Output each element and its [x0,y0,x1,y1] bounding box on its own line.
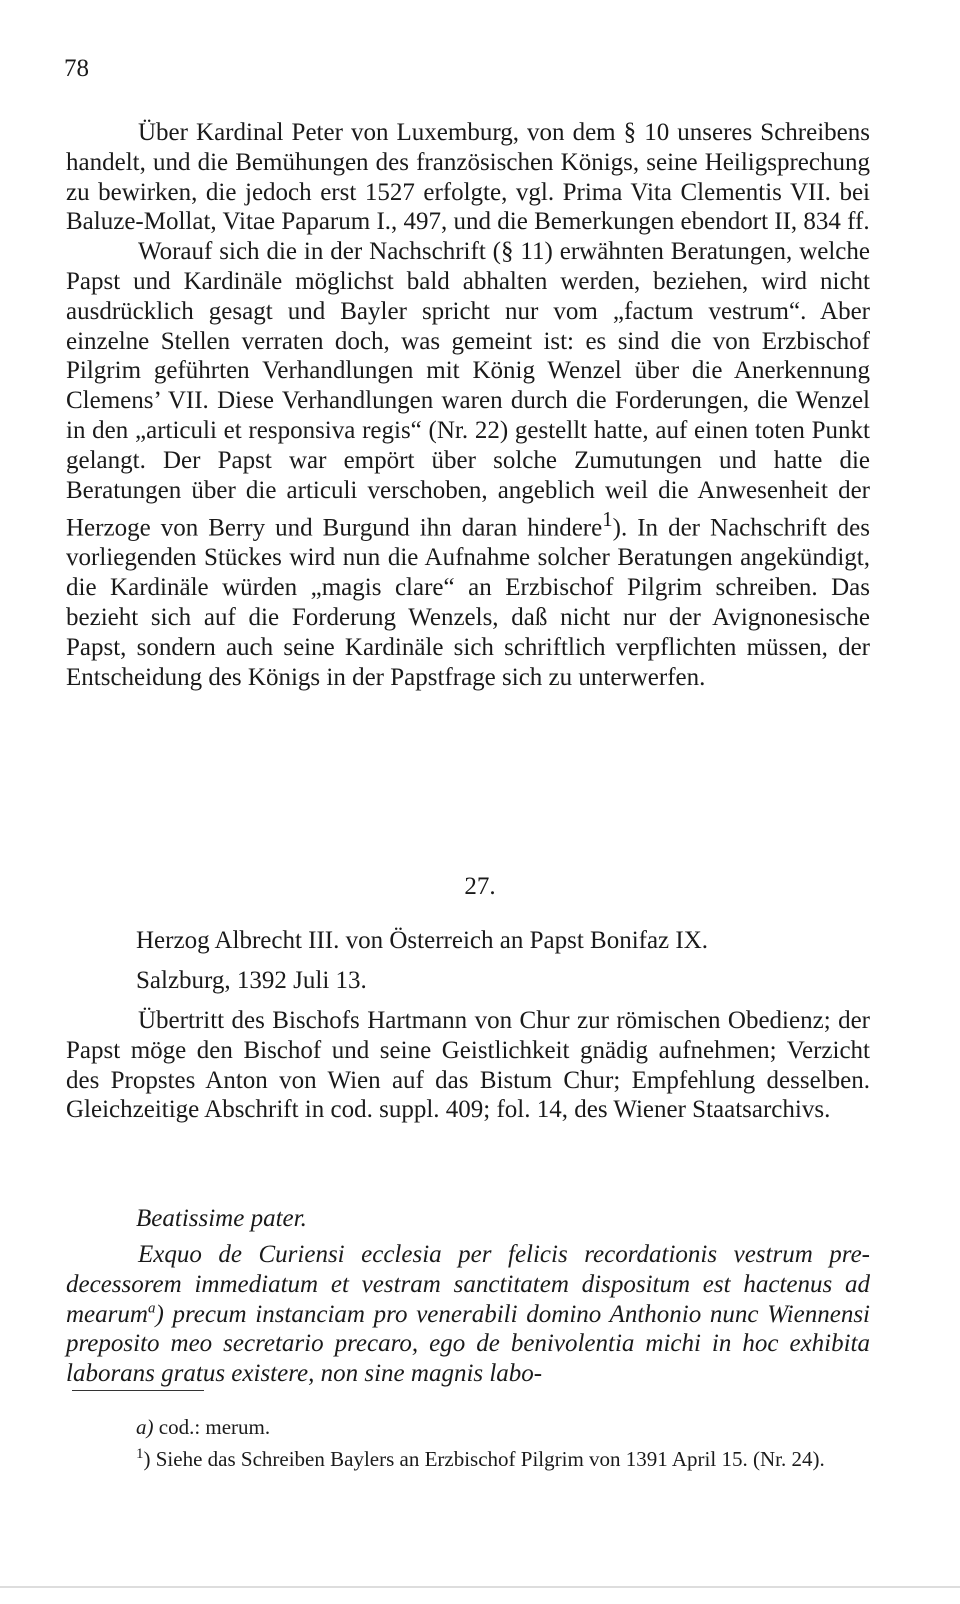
page-number: 78 [64,55,89,82]
footnote-ref-a: a [147,1300,156,1317]
footnote-1-paragraph [66,1446,870,1472]
footnote-a [66,1414,870,1440]
footnote-a-mark: a) [136,1415,154,1439]
commentary-paragraph-1: Über Kardinal Peter von Luxemburg, von dem § 10 unseres Schreibens handelt, und die Bemühungen des französischen Königs, seine Heiligsprechung zu bewirken, die jedoch erst 1527 erfolgte, vgl. Prima Vita Clementis VII. bei Baluze-Mollat, Vitae Paparum I., 497, und die Bemerkungen ebendort II, 834 ff. [66,119,870,236]
document-place-date: Salzburg, 1392 Juli 13. [136,967,367,994]
section-number: 27. [464,873,496,900]
commentary-text [66,118,870,692]
footnote-1-text: ) Siehe das Schreiben Baylers an Erzbischof Pilgrim von 1391 April 15. (Nr. 24). [143,1447,825,1471]
latin-text-continuation: ) precum instanciam pro venerabili domino Anthonio nunc Wiennensi preposito meo secretario precaro, ego de benivolentia michi in hoc exhibita laborans gratus existere, non sine magnis labo- [66,1300,870,1388]
latin-text-start: Exquo de Curiensi ecclesia per felicis recordationis vestrum predecessorem immediatum et vestram sanctitatem dispositum est hactenus ad mearum [66,1241,870,1328]
regest [66,1006,870,1125]
footnote-a-text: cod.: merum. [158,1415,271,1439]
footnote-1 [66,1446,870,1472]
footnote-ref-1: 1 [602,507,613,532]
footnote-divider [72,1390,204,1391]
salutation: Beatissime pater. [136,1205,307,1232]
latin-paragraph [66,1240,870,1389]
commentary-paragraph-2-continuation: ). In der Nachschrift des vorliegenden Stückes wird nun die Aufnahme solcher Beratungen angekündigt, die Kardinäle würden „magis clare“ an Erzbischof Pilgrim schreiben. Das bezieht sich auf die Forderung Wenzels, daß nicht nur der Avignonesische Papst, sondern auch seine Kardinäle sich schriftlich verpflichten müssen, der Entscheidung des Königs in der Papstfrage sich zu unterwerfen. [66,514,870,691]
commentary-paragraph-2 [66,237,870,692]
footnote-1-mark: 1 [136,1446,144,1462]
regest-text: Übertritt des Bischofs Hartmann von Chur zur römischen Obedienz; der Papst möge den Bischof und seine Geistlichkeit gnädig aufnehmen; Verzicht des Propstes Anton von Wien auf das Bistum Chur; Empfehlung desselben. Gleichzeitige Abschrift in cod. suppl. 409; fol. 14, des Wiener Staatsarchivs. [66,1007,870,1124]
commentary-paragraph-2-text: Worauf sich die in der Nachschrift (§ 11) erwähnten Beratungen, welche Papst und Kardinäle möglichst bald abhalten werden, beziehen, wird nicht ausdrücklich gesagt und Bayler spricht nur vom „factum vestrum“. Aber einzelne Stellen verraten doch, was gemeint ist: es sind die von Erzbischof Pilgrim geführten Verhandlungen mit König Wenzel über die Anerkennung Clemens’ VII. Diese Verhandlungen waren durch die Forderungen, die Wenzel in den „articuli et responsiva regis“ (Nr. 22) gestellt hatte, auf einen toten Punkt gelangt. Der Papst war empört über solche Zumutungen und hatte die Beratungen über die articuli verschoben, angeblich weil die Anwesenheit der Herzoge von Berry und Burgund ihn daran hindere [66,238,870,542]
page-bottom-edge [0,1586,960,1588]
document-title: Herzog Albrecht III. von Österreich an Papst Bonifaz IX. [136,927,709,954]
latin-text [66,1240,870,1389]
